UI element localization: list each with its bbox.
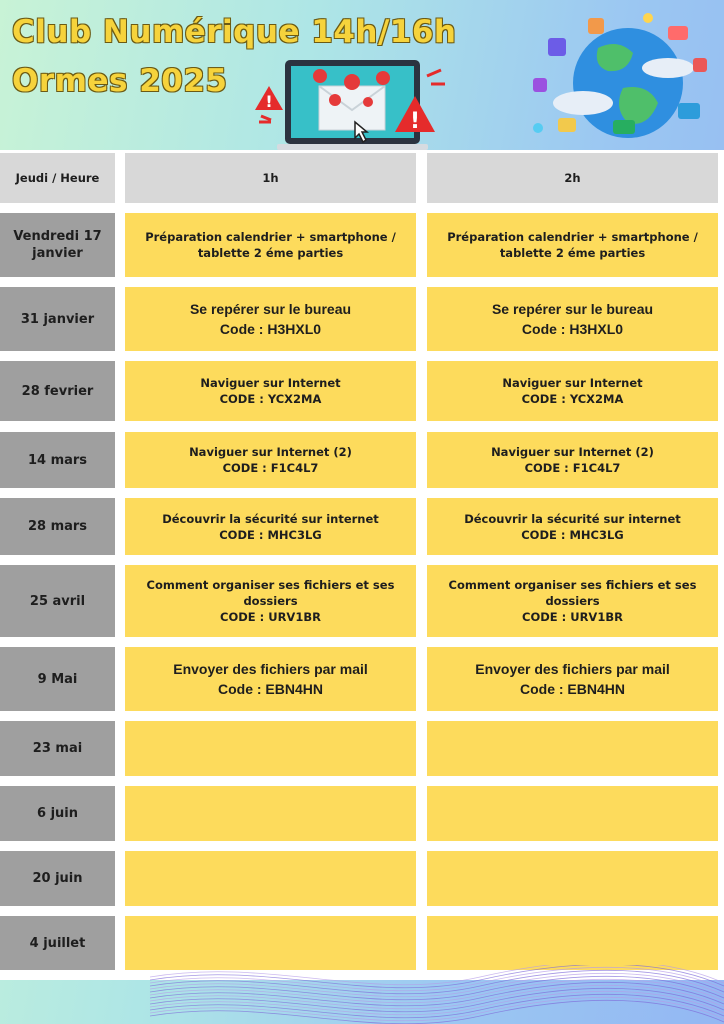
- session-cell-1h: [125, 361, 416, 421]
- row-date: 23 mai: [0, 721, 115, 776]
- column-header-day: Jeudi / Heure: [0, 153, 115, 203]
- session-cell-2h: [427, 647, 718, 711]
- session-cell-2h: [427, 565, 718, 637]
- column-header-1h: 1h: [125, 153, 416, 203]
- page-title-line-2: Ormes 2025: [12, 63, 228, 99]
- session-text: [200, 375, 340, 407]
- session-title: Comment organiser ses fichiers et ses dossiers: [448, 578, 697, 608]
- session-title: Se repérer sur le bureau: [189, 301, 352, 317]
- session-text: [492, 299, 653, 339]
- globe-apps-illustration: [528, 8, 713, 150]
- session-text: [189, 444, 352, 476]
- session-code: CODE : F1C4L7: [524, 461, 621, 475]
- session-cell-2h: [427, 498, 718, 555]
- session-cell-1h: [125, 498, 416, 555]
- session-cell-1h: [125, 432, 416, 488]
- session-title: Naviguer sur Internet: [502, 376, 643, 390]
- session-code: CODE : YCX2MA: [219, 392, 322, 406]
- session-cell-2h: [427, 851, 718, 906]
- wave-line: [150, 994, 724, 1017]
- column-header-2h: 2h: [427, 153, 718, 203]
- session-code: CODE : URV1BR: [220, 610, 321, 624]
- row-date: 25 avril: [0, 565, 115, 637]
- session-text: [475, 659, 670, 699]
- decorative-wave-lines: [150, 965, 724, 1024]
- session-cell-2h: [427, 213, 718, 277]
- session-title: Découvrir la sécurité sur internet: [464, 511, 681, 526]
- svg-text:!: !: [409, 109, 421, 134]
- row-date: 9 Mai: [0, 647, 115, 711]
- session-code: CODE : MHC3LG: [521, 527, 624, 542]
- laptop-virus-warning-illustration: [255, 52, 450, 154]
- session-title: Découvrir la sécurité sur internet: [162, 511, 379, 526]
- session-cell-2h: [427, 432, 718, 488]
- session-cell-2h: [427, 916, 718, 970]
- session-text: [502, 375, 642, 407]
- session-code: CODE : URV1BR: [522, 610, 623, 624]
- session-cell-1h: [125, 287, 416, 351]
- row-date: 20 juin: [0, 851, 115, 906]
- svg-text:!: !: [265, 92, 273, 111]
- session-text: [173, 659, 368, 699]
- session-cell-1h: [125, 851, 416, 906]
- page-title-line-1: Club Numérique 14h/16h: [12, 14, 457, 50]
- row-date: 14 mars: [0, 432, 115, 488]
- session-title: Se repérer sur le bureau: [491, 301, 654, 317]
- session-cell-2h: [427, 721, 718, 776]
- session-cell-2h: [427, 786, 718, 841]
- wave-line: [150, 1000, 724, 1023]
- session-text: [139, 577, 402, 625]
- row-date: 28 fevrier: [0, 361, 115, 421]
- session-cell-1h: [125, 916, 416, 970]
- row-date: 4 juillet: [0, 916, 115, 970]
- session-cell-1h: [125, 786, 416, 841]
- row-date: 31 janvier: [0, 287, 115, 351]
- row-date: 6 juin: [0, 786, 115, 841]
- session-cell-1h: [125, 213, 416, 277]
- session-title: Naviguer sur Internet (2): [189, 445, 352, 459]
- session-title: Naviguer sur Internet: [200, 376, 341, 390]
- session-code: CODE : MHC3LG: [219, 527, 322, 542]
- session-title: Naviguer sur Internet (2): [491, 445, 654, 459]
- session-code: CODE : F1C4L7: [222, 461, 319, 475]
- session-cell-1h: [125, 721, 416, 776]
- session-code: Code : H3HXL0: [521, 321, 624, 337]
- wave-line: [150, 997, 724, 1020]
- session-cell-1h: [125, 647, 416, 711]
- session-text: [491, 444, 654, 476]
- session-text: [441, 577, 704, 625]
- session-title: Envoyer des fichiers par mail: [173, 661, 368, 677]
- row-date: 28 mars: [0, 498, 115, 555]
- schedule-table: [0, 150, 724, 980]
- session-cell-2h: [427, 287, 718, 351]
- session-code: Code : EBN4HN: [217, 681, 323, 697]
- session-text: [162, 511, 379, 543]
- session-text: [139, 229, 402, 261]
- row-date: Vendredi 17 janvier: [0, 213, 115, 277]
- session-title: Préparation calendrier + smartphone / tablette 2 éme parties: [447, 230, 698, 260]
- session-cell-2h: [427, 361, 718, 421]
- session-title: Envoyer des fichiers par mail: [475, 661, 670, 677]
- session-text: [190, 299, 351, 339]
- session-title: Comment organiser ses fichiers et ses dossiers: [146, 578, 395, 608]
- session-code: Code : H3HXL0: [219, 321, 322, 337]
- session-code: Code : EBN4HN: [519, 681, 625, 697]
- session-title: Préparation calendrier + smartphone / tablette 2 éme parties: [145, 230, 396, 260]
- session-text: [441, 229, 704, 261]
- session-text: [464, 511, 681, 543]
- session-cell-1h: [125, 565, 416, 637]
- session-code: CODE : YCX2MA: [521, 392, 624, 406]
